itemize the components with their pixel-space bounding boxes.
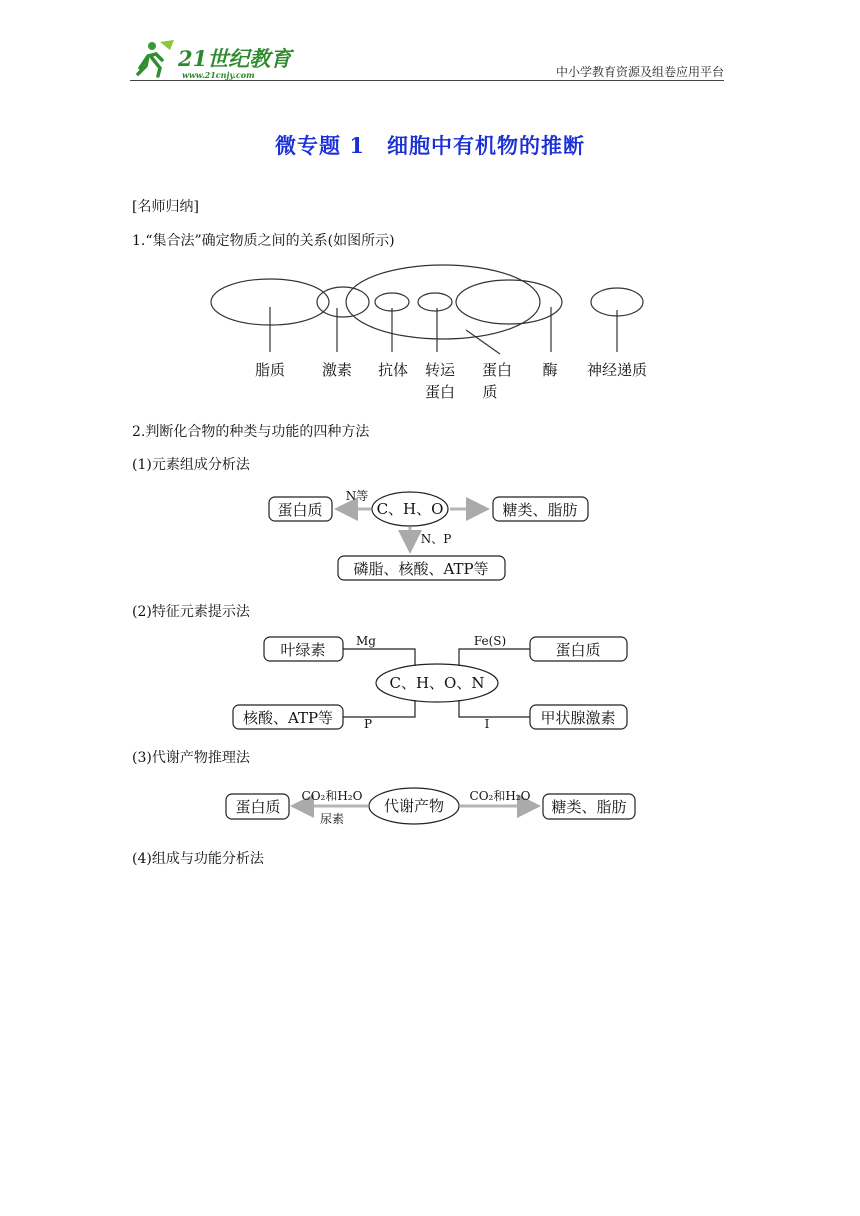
fe-s-label: Fe(S) [473, 634, 507, 648]
label-transport-protein-line2: 蛋白 [424, 383, 456, 401]
logo-url: www.21cnjy.com [182, 70, 255, 80]
chlorophyll-text: 叶绿素 [280, 641, 326, 659]
label-hormone: 激素 [321, 361, 353, 379]
center-text: 代谢产物 [383, 797, 445, 815]
label-protein-line1: 蛋白 [481, 361, 513, 379]
point-1-heading: 1.“集合法”确定物质之间的关系(如图所示) [132, 233, 395, 249]
logo-text: 21世纪教育 [178, 46, 292, 71]
method-1-heading: (1)元素组成分析法 [132, 457, 250, 473]
co2-h2o-left-label: CO₂和H₂O [301, 789, 363, 803]
protein-text: 蛋白质 [277, 501, 323, 519]
section-label: [名师归纳] [132, 199, 199, 215]
co2-h2o-right-label: CO₂和H₂O [469, 789, 531, 803]
n-label: N等 [345, 489, 369, 503]
protein-text: 蛋白质 [555, 641, 601, 659]
p-label: P [363, 717, 373, 731]
label-neurotransmitter: 神经递质 [586, 361, 648, 379]
label-protein-line2: 质 [482, 383, 498, 401]
label-enzyme: 酶 [542, 361, 558, 379]
phospholipid-text: 磷脂、核酸、ATP等 [353, 560, 489, 578]
center-text: C、H、O [376, 500, 444, 518]
center-text: C、H、O、N [389, 674, 485, 692]
np-label: N、P [420, 532, 452, 546]
method-3-heading: (3)代谢产物推理法 [132, 750, 250, 766]
label-lipid: 脂质 [254, 361, 286, 379]
page-title: 微专题 1 细胞中有机物的推断 [275, 133, 585, 158]
site-slogan: 中小学教育资源及组卷应用平台 [555, 65, 724, 79]
label-antibody: 抗体 [377, 361, 409, 379]
point-2-heading: 2.判断化合物的种类与功能的四种方法 [132, 424, 370, 440]
sugar-fat-text: 糖类、脂肪 [551, 798, 627, 816]
method-4-heading: (4)组成与功能分析法 [132, 851, 264, 867]
method-2-heading: (2)特征元素提示法 [132, 604, 250, 620]
protein-text: 蛋白质 [235, 798, 281, 816]
urea-label: 尿素 [319, 812, 345, 826]
label-transport-protein-line1: 转运 [424, 361, 456, 379]
mg-label: Mg [356, 634, 376, 648]
thyroid-hormone-text: 甲状腺激素 [540, 709, 616, 727]
sugar-fat-text: 糖类、脂肪 [502, 501, 578, 519]
i-label: I [484, 717, 490, 731]
nucleic-acid-text: 核酸、ATP等 [242, 709, 334, 727]
